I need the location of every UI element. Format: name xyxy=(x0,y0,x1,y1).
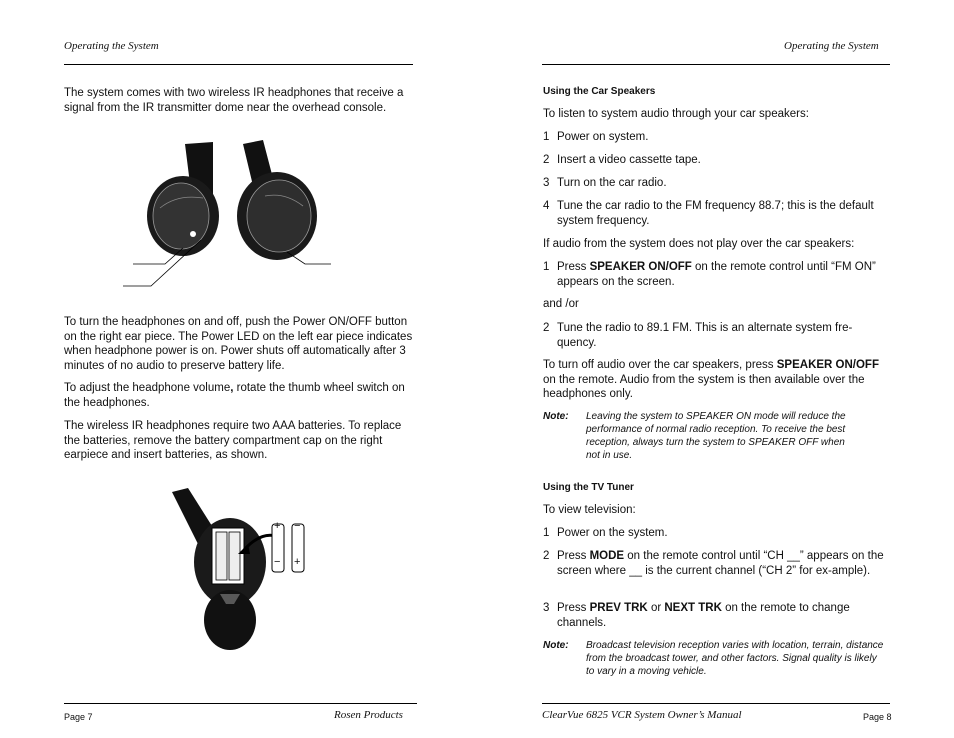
battery1-plus-label: + xyxy=(274,520,281,532)
step-number: 2 xyxy=(543,550,550,562)
step-number: 2 xyxy=(543,154,550,166)
step-number: 1 xyxy=(543,527,550,539)
left-footer-brand: Rosen Products xyxy=(334,709,403,721)
alt1-keyword: SPEAKER ON/OFF xyxy=(589,261,692,273)
list-item xyxy=(543,199,888,229)
alt1-text-c: on the remote control until “FM ON” appears on the screen. xyxy=(557,261,876,288)
and-or-text: and /or xyxy=(543,298,579,310)
list-item xyxy=(543,601,888,631)
step-text xyxy=(557,601,888,630)
tv-tuner-heading: Using the TV Tuner xyxy=(543,482,634,493)
step-number: 3 xyxy=(543,177,550,189)
battery-illustration xyxy=(168,488,318,650)
list-item xyxy=(543,176,888,191)
left-header-rule xyxy=(64,64,413,65)
note-text: Leaving the system to SPEAKER ON mode will reduce the performance of normal radio reception. To receive the best reception, always turn the system to SPEAKER OFF when not in use. xyxy=(586,411,846,461)
step-text: Insert a video cassette tape. xyxy=(557,154,701,166)
volume-text-b: rotate the thumb wheel switch on the headphones. xyxy=(64,382,405,409)
step-text xyxy=(557,260,888,289)
power-led-icon xyxy=(190,231,196,237)
tv2-keyword: MODE xyxy=(589,550,625,562)
step-number: 3 xyxy=(543,602,550,614)
step-text: Turn on the car radio. xyxy=(557,177,667,189)
left-volume-paragraph xyxy=(64,381,420,410)
left-battery-paragraph: The wireless IR headphones require two AAA batteries. To replace the batteries, remove the battery compartment cap on the right earpiece and insert batteries, as shown. xyxy=(64,420,402,461)
step-number: 2 xyxy=(543,322,550,334)
left-power-paragraph: To turn the headphones on and off, push the Power ON/OFF button on the right ear piece. The Power LED on the left ear piece indicates when headphone power is on. Power shuts off automatically after 3 minutes of no audio to preserve battery life. xyxy=(64,316,413,372)
tv3-keyword-prev: PREV TRK xyxy=(589,602,648,614)
note-text: Broadcast television reception varies with location, terrain, distance from the broadcast tower, and other factors. Signal quality is likely to vary in a moving vehicle. xyxy=(586,640,884,677)
battery1-minus-label: − xyxy=(274,556,281,568)
tv-tuner-intro: To view television: xyxy=(543,504,636,516)
list-item xyxy=(543,549,888,593)
headphones-illustration xyxy=(115,136,345,292)
battery2-plus-label: + xyxy=(294,556,301,568)
note-tv xyxy=(543,639,888,681)
list-item xyxy=(543,321,888,351)
right-footer-page: Page 8 xyxy=(863,712,892,722)
list-item xyxy=(543,130,888,145)
step-number: 1 xyxy=(543,131,550,143)
tv3-text-e: on the remote to change channels. xyxy=(557,602,850,629)
right-header-rule xyxy=(542,64,890,65)
right-footer-manual: ClearVue 6825 VCR System Owner’s Manual xyxy=(542,709,742,721)
note-label: Note: xyxy=(543,640,569,651)
left-footer-rule xyxy=(64,703,417,704)
note-label: Note: xyxy=(543,411,569,422)
turnoff-text-a: To turn off audio over the car speakers, press xyxy=(543,359,777,371)
step-text: Tune the car radio to the FM frequency 88.7; this is the default system frequency. xyxy=(557,200,874,227)
volume-text-a: To adjust the headphone volume xyxy=(64,382,231,394)
note-speaker xyxy=(543,410,888,464)
left-page-header: Operating the System xyxy=(64,40,159,52)
alt1-text-a: Press xyxy=(557,261,590,273)
step-number: 4 xyxy=(543,200,550,212)
step-text: Power on system. xyxy=(557,131,649,143)
list-item xyxy=(543,260,888,290)
list-item xyxy=(543,526,888,541)
car-speakers-intro: To listen to system audio through your car speakers: xyxy=(543,108,809,120)
step-text xyxy=(557,549,888,578)
step-text: Power on the system. xyxy=(557,527,668,539)
turn-off-paragraph xyxy=(543,358,888,402)
turnoff-keyword: SPEAKER ON/OFF xyxy=(776,359,879,371)
car-speakers-heading: Using the Car Speakers xyxy=(543,86,656,97)
battery2-minus-label: − xyxy=(294,520,301,532)
step-number: 1 xyxy=(543,261,550,273)
step-text: Tune the radio to 89.1 FM. This is an alternate system fre-quency. xyxy=(557,322,853,349)
tv3-text-a: Press xyxy=(557,602,590,614)
volume-comma: , xyxy=(230,382,234,394)
tv2-text-a: Press xyxy=(557,550,590,562)
left-intro-paragraph: The system comes with two wireless IR headphones that receive a signal from the IR transmitter dome near the overhead console. xyxy=(64,87,404,114)
left-footer-page: Page 7 xyxy=(64,712,93,722)
tv3-text-c: or xyxy=(647,602,665,614)
tv3-keyword-next: NEXT TRK xyxy=(664,602,722,614)
tv2-text-c: on the remote control until “CH __” appears on the screen where __ is the current channel (“CH 2” for ex-ample). xyxy=(557,550,884,577)
list-item xyxy=(543,153,888,168)
if-audio-text: If audio from the system does not play over the car speakers: xyxy=(543,238,855,250)
right-page-header: Operating the System xyxy=(784,40,879,52)
right-footer-rule xyxy=(542,703,890,704)
turnoff-text-c: on the remote. Audio from the system is then available over the headphones only. xyxy=(543,373,865,400)
